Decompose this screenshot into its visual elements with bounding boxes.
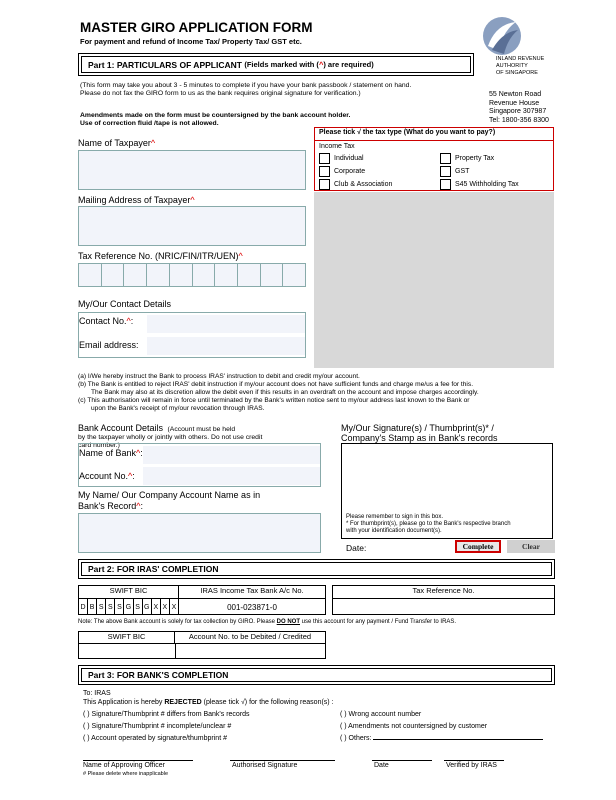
- part2-note: Note: The above Bank account is solely for tax collection by GIRO. Please DO NOT use this account for any payment / Fund Transfer to IRAS.: [78, 619, 457, 625]
- bank-box: [78, 443, 321, 487]
- corporate-checkbox[interactable]: [319, 166, 330, 177]
- income-tax-label: Income Tax: [319, 143, 355, 150]
- swift-char: D: [79, 599, 88, 615]
- signature-box[interactable]: [341, 443, 553, 539]
- required-marker: ^: [318, 60, 324, 69]
- swift-bic-header: SWIFT BIC: [79, 586, 179, 599]
- bank-name-label: Name of Bank^:: [79, 448, 143, 458]
- date-label: Date:: [346, 543, 367, 553]
- contact-no-input[interactable]: [147, 315, 305, 333]
- part2-taxref-header: Tax Reference No.: [333, 586, 554, 599]
- signature-heading-2: Company's Stamp as in Bank's records: [341, 433, 498, 443]
- bank-name-input[interactable]: [143, 446, 320, 464]
- reason-left[interactable]: ( ) Account operated by signature/thumbprint #: [83, 735, 227, 742]
- debit-table: [78, 631, 326, 659]
- contact-label: Contact No.^:: [79, 316, 134, 326]
- reason-others[interactable]: ( ) Others:: [340, 733, 543, 745]
- address-label: Mailing Address of Taxpayer^: [78, 195, 195, 205]
- part1-title: Part 1: PARTICULARS OF APPLICANT: [88, 59, 242, 70]
- individual-label: Individual: [334, 155, 364, 162]
- swift-char: G: [143, 599, 152, 615]
- swift-char: S: [97, 599, 106, 615]
- club-label: Club & Association: [334, 181, 393, 188]
- part1-header: [78, 53, 474, 76]
- reason-right[interactable]: ( ) Amendments not countersigned by customer: [340, 723, 488, 730]
- debit-account-header: Account No. to be Debited / Credited: [175, 632, 325, 644]
- property-tax-checkbox[interactable]: [440, 153, 451, 164]
- mailing-address-input[interactable]: [78, 206, 306, 246]
- swift-char: S: [106, 599, 115, 615]
- contact-heading: My/Our Contact Details: [78, 299, 172, 309]
- gst-checkbox[interactable]: [440, 166, 451, 177]
- reason-right[interactable]: ( ) Wrong account number: [340, 711, 422, 718]
- signature-note-3: with your identification document(s).: [346, 528, 442, 534]
- form-title: MASTER GIRO APPLICATION FORM: [80, 20, 313, 35]
- bank-heading: Bank Account Details: [78, 423, 164, 433]
- s45-label: S45 Withholding Tax: [455, 181, 519, 188]
- swift-char: S: [134, 599, 143, 615]
- part2-title: Part 2: FOR IRAS' COMPLETION: [81, 562, 552, 576]
- signature-note-2: * For thumbprint(s), please go to the Bank's respective branch: [346, 521, 511, 527]
- part2-header: [78, 559, 555, 579]
- account-no-input[interactable]: [143, 467, 320, 485]
- iras-logo-icon: [482, 16, 522, 56]
- property-tax-label: Property Tax: [455, 155, 495, 162]
- tax-type-heading: Please tick √ the tax type (What do you want to pay?): [315, 128, 553, 141]
- email-input[interactable]: [147, 337, 305, 355]
- agency-name-3: OF SINGAPORE: [496, 70, 538, 76]
- address-line-1: 55 Newton Road: [489, 91, 542, 98]
- footnote: # Please delete where inapplicable: [83, 771, 169, 777]
- account-name-label-2: Bank's Record^:: [78, 501, 143, 511]
- auth-a: (a) I/We hereby instruct the Bank to process IRAS' instruction to debit and credit my/our account.: [78, 373, 360, 380]
- contact-box: [78, 312, 306, 358]
- name-label: Name of Taxpayer^: [78, 138, 156, 148]
- intro-line-2: Please do not fax the GIRO form to us as the bank requires original signature for verification.): [80, 90, 361, 97]
- part1-note-pre: (Fields marked with (: [244, 60, 319, 69]
- part3-header: [78, 665, 555, 685]
- date-label-part3: Date: [374, 762, 389, 769]
- account-name-label-1: My Name/ Our Company Account Name as in: [78, 490, 261, 500]
- signature-heading-1: My/Our Signature(s) / Thumbprint(s)* /: [341, 423, 494, 433]
- bank-note-2: by the taxpayer wholly or jointly with others. Do not use credit: [78, 434, 263, 441]
- signature-note-1: Please remember to sign in this box.: [346, 514, 444, 520]
- tax-type-box: [314, 127, 554, 191]
- part2-taxref-box: [332, 585, 555, 615]
- form-subtitle: For payment and refund of Income Tax/ Property Tax/ GST etc.: [80, 37, 302, 46]
- swift-char: B: [88, 599, 97, 615]
- gst-label: GST: [455, 168, 470, 175]
- part3-to: To: IRAS: [83, 690, 111, 697]
- address-line-3: Singapore 307987: [489, 108, 547, 115]
- club-checkbox[interactable]: [319, 179, 330, 190]
- verified-by-label: Verified by IRAS: [446, 762, 497, 769]
- bank-note-3: card number.): [78, 441, 120, 449]
- corporate-label: Corporate: [334, 168, 366, 175]
- intro-line-1: (This form may take you about 3 - 5 minutes to complete if you have your bank passbook / statement on hand.: [80, 82, 412, 89]
- address-line-4: Tel: 1800-356 8300: [489, 116, 549, 124]
- reason-left[interactable]: ( ) Signature/Thumbprint # differs from Bank's records: [83, 711, 250, 718]
- bank-note-1: (Account must be held: [167, 426, 236, 433]
- swift-char: X: [152, 599, 161, 615]
- swift-bic-cells: [79, 599, 179, 615]
- taxpayer-name-input[interactable]: [78, 150, 306, 190]
- part3-rejected: This Application is hereby REJECTED (please tick √) for the following reason(s) :: [83, 699, 334, 706]
- part3-title: Part 3: FOR BANK'S COMPLETION: [81, 668, 552, 682]
- auth-b2: The Bank may also at its discretion allow the debit even if this results in an overdraft on the account and impose charges accordingly.: [91, 389, 479, 396]
- approving-officer-label: Name of Approving Officer: [83, 762, 165, 769]
- part1-note-post: ) are required): [323, 60, 374, 69]
- swift-char: S: [115, 599, 124, 615]
- agency-name-1: INLAND REVENUE: [496, 56, 545, 62]
- iras-account-value: 001-023871-0: [227, 602, 277, 612]
- amendment-line-1: Amendments made on the form must be countersigned by the bank account holder.: [80, 112, 351, 119]
- office-use-area: [314, 192, 554, 368]
- agency-name-2: AUTHORITY: [496, 63, 528, 69]
- iras-account-header: IRAS Income Tax Bank A/c No.: [179, 586, 325, 599]
- taxref-label: Tax Reference No. (NRIC/FIN/ITR/UEN)^: [78, 251, 243, 261]
- auth-b1: (b) The Bank is entitled to reject IRAS' debit instruction if my/our account does not have sufficient funds and charge me/us a fee for this.: [78, 381, 474, 388]
- swift-char: X: [171, 603, 177, 611]
- individual-checkbox[interactable]: [319, 153, 330, 164]
- swift-bic-header-2: SWIFT BIC: [79, 632, 175, 644]
- address-line-2: Revenue House: [489, 99, 540, 107]
- swift-char: G: [124, 599, 133, 615]
- authorised-signature-label: Authorised Signature: [232, 762, 298, 769]
- account-no-label: Account No.^:: [79, 471, 135, 481]
- tax-reference-input[interactable]: [78, 263, 306, 287]
- s45-checkbox[interactable]: [440, 179, 451, 190]
- account-name-input[interactable]: [78, 513, 321, 553]
- amendment-line-2: Use of correction fluid /tape is not allowed.: [80, 120, 219, 127]
- swift-char: X: [161, 599, 170, 615]
- email-label: Email address:: [79, 340, 139, 350]
- reason-left[interactable]: ( ) Signature/Thumbprint # incomplete/unclear #: [83, 723, 232, 730]
- auth-c1: (c) This authorisation will remain in force until terminated by the Bank's written notice sent to my/our address last known to the Bank or: [78, 397, 470, 404]
- complete-button[interactable]: Complete: [455, 540, 501, 553]
- part2-table: [78, 585, 326, 615]
- auth-c2: upon the Bank's receipt of my/our revocation through IRAS.: [91, 405, 265, 412]
- clear-button[interactable]: Clear: [507, 540, 555, 553]
